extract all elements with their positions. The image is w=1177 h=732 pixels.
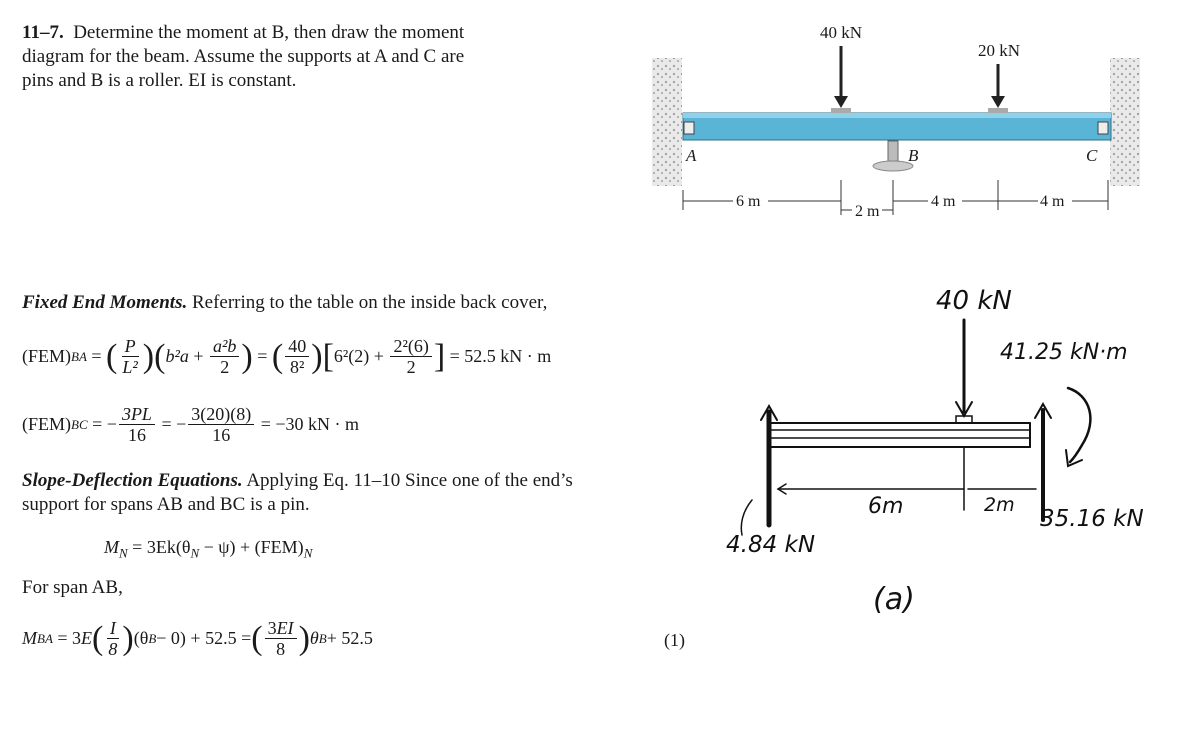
hand-caption: (a) (873, 582, 915, 617)
hand-left-reaction: 4.84 kN (726, 532, 816, 558)
slope-eq-m: M (104, 537, 119, 557)
problem-line-1: Determine the moment at B, then draw the moment (73, 22, 465, 43)
fem-bc-den: 16 (127, 425, 146, 445)
load-label-20kN: 20 kN (978, 41, 1021, 60)
fem-bc-num2: 3(20)(8) (188, 404, 254, 425)
load-arrow-40kN (834, 96, 848, 108)
pin-C-plate (1098, 122, 1108, 134)
fem-ba-result: = 52.5 kN · m (449, 346, 552, 366)
mba-end2: + 52.5 (326, 628, 373, 648)
support-label-C: C (1086, 146, 1098, 165)
mba-sub: BA (37, 630, 53, 646)
mba-mid: (θ (133, 628, 149, 648)
fem-heading: Fixed End Moments. (22, 292, 188, 313)
hand-dimension-6m: 6m (868, 494, 904, 519)
load-label-40kN: 40 kN (820, 23, 863, 42)
pin-A-plate (684, 122, 694, 134)
beam-flange (683, 113, 1111, 118)
moment-curl (1068, 388, 1090, 462)
slope-line1-rest: Applying Eq. 11–10 Since one of the end’s (246, 470, 573, 491)
slope-heading: Slope-Deflection Equations. (22, 470, 243, 491)
right-wall (1110, 58, 1140, 186)
fem-bc-sub: BC (71, 416, 88, 432)
load-arrow-20kN (991, 96, 1005, 108)
problem-line-3: pins and B is a roller. EI is constant. (22, 70, 297, 91)
fem-heading-rest: Referring to the table on the inside back cover, (191, 292, 548, 313)
fem-bc-den2: 16 (212, 425, 231, 445)
span-label: For span AB, (22, 577, 123, 598)
mba-end: θ (309, 628, 319, 648)
slope-eq-sub: N (119, 545, 128, 561)
slope-eq-rest: = 3Ek(θ (127, 537, 191, 557)
equation-number: (1) (664, 630, 685, 650)
dimension-4m-2: 4 m (1040, 193, 1065, 210)
support-label-B: B (908, 146, 919, 165)
mba-equation: M BA = 3E ( $\frac{I}{8}$ ) (θ B − 0) + 52.5 = ( $\frac{3EI}{8}$ ) θ B + 52.5 (22, 618, 373, 659)
hand-load-label: 40 kN (936, 286, 1012, 316)
left-wall (652, 58, 682, 186)
slope-eq-rest2: − ψ) + (FEM) (199, 537, 304, 557)
hand-right-reaction: 35.16 kN (1040, 506, 1144, 532)
dimension-2m: 2 m (855, 203, 880, 220)
roller-B-base (873, 161, 913, 171)
fem-bc-label: (FEM) (22, 414, 71, 434)
hand-dimension-2m: 2m (984, 494, 1015, 516)
fem-heading-line (22, 291, 547, 315)
slope-deflection-equation: $M_N = 3Ek(\theta_N - \psi) + (FEM)_N$ (104, 537, 313, 561)
fem-bc-result: = −30 kN · m (260, 414, 360, 434)
roller-B-support (888, 141, 898, 161)
problem-number: 11–7. (22, 22, 64, 43)
fem-ba-label: (FEM) (22, 346, 71, 366)
fem-bc-equation: (FEM) BC = − $\frac{3PL}{16}$ = − $\frac{3(20)(8)}{16}$ = −30 kN · m (22, 404, 360, 445)
slope-heading-line (22, 469, 573, 493)
fem-ba-sub: BA (71, 348, 87, 364)
problem-line-2: diagram for the beam. Assume the supports at A and C are (22, 46, 465, 67)
mba-mid2: − 0) + 52.5 = (156, 628, 252, 648)
hand-moment-label: 41.25 kN·m (1000, 340, 1128, 365)
support-label-A: A (686, 146, 697, 165)
dimension-6m: 6 m (736, 193, 761, 210)
dimension-4m-1: 4 m (931, 193, 956, 210)
mba-label: M (22, 628, 37, 648)
fem-bc-num: 3PL (119, 404, 155, 425)
fem-ba-equation: (FEM) BA = ( $\frac{P}{\text{L²}}$ ) ( b²a + $\frac{\text{a²b}}{2}$ ) = ( $\frac{40}{\text{8²}}$ ) [ 6²(2) + $\frac{\text{2²(6)}}{2}$ ] = 52.5 kN · m (22, 336, 552, 377)
slope-line-2: support for spans AB and BC is a pin. (22, 494, 310, 515)
